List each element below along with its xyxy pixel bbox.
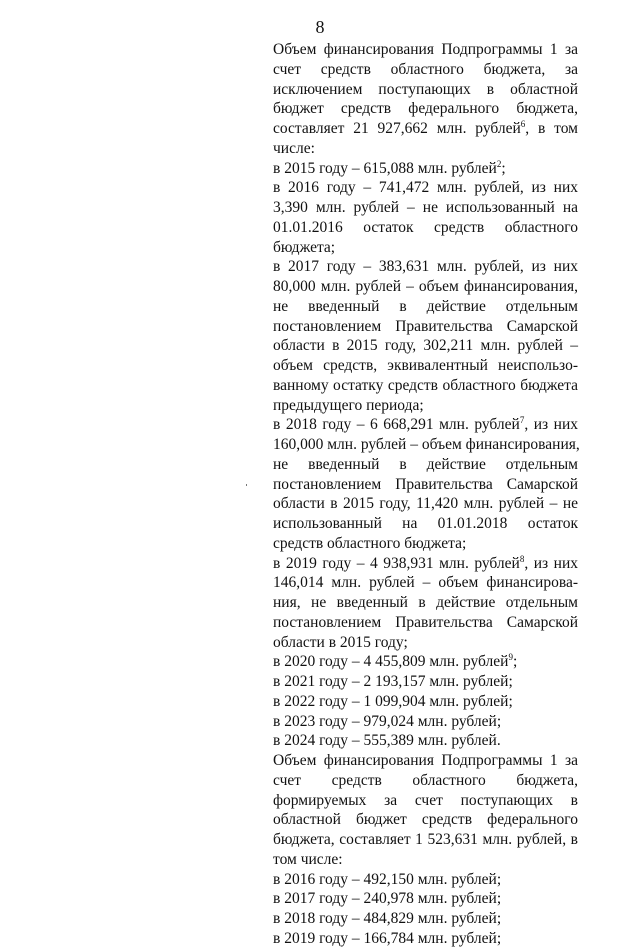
text-line: [273, 751, 578, 771]
line-text: 80,000 млн. рублей – объем финансирования,: [273, 278, 578, 295]
line-text: в 2024 году – 555,389 млн. рублей.: [273, 732, 501, 750]
line-text: в 2022 году – 1 099,904 млн. рублей;: [273, 692, 513, 710]
text-line: [273, 415, 578, 435]
text-line: [273, 514, 578, 534]
line-text-tail: , из них: [524, 554, 578, 572]
line-text: счет средств областного бюджета,: [273, 771, 578, 789]
line-text: областной бюджет средств федерального: [273, 811, 578, 829]
text-line: [273, 396, 578, 416]
text-line: [273, 277, 578, 297]
line-text: бюджет средств федерального бюджета,: [273, 100, 578, 118]
text-line: [273, 889, 578, 909]
line-text: том числе:: [273, 850, 343, 868]
line-text: ния, не введенный в действие отдельным: [273, 594, 578, 611]
line-text: бюджета, составляет 1 523,631 млн. рублей, в: [273, 831, 578, 848]
footnote-ref: 9: [508, 652, 513, 663]
line-text: составляет 21 927,662 млн. рублей: [273, 120, 521, 137]
text-line: [273, 336, 578, 356]
text-line: [273, 119, 578, 139]
text-line: [273, 771, 578, 791]
line-text: в 2018 году – 6 668,291 млн. рублей: [273, 416, 520, 434]
text-line: [273, 218, 578, 238]
line-text: в 2017 году – 240,978 млн. рублей;: [273, 890, 502, 908]
text-line: [273, 870, 578, 890]
text-line: [273, 593, 578, 613]
line-text-tail: ;: [501, 159, 506, 177]
text-line: [273, 317, 578, 337]
line-text: 146,014 млн. рублей – объем финансирова-: [273, 574, 578, 592]
text-line: [273, 198, 578, 218]
line-text: в 2015 году – 615,088 млн. рублей: [273, 159, 497, 177]
line-text: объем средств, эквивалентный неиспользо-: [273, 357, 578, 374]
line-text: счет средств областного бюджета, за: [273, 60, 578, 78]
text-line: [273, 60, 578, 80]
page-number: 8: [315, 17, 325, 37]
line-text: средств областного бюджета;: [273, 534, 467, 552]
line-text: в 2020 году – 4 455,809 млн. рублей: [273, 653, 509, 671]
line-text: Объем финансирования Подпрограммы 1 за: [273, 41, 578, 58]
text-line: [273, 238, 578, 258]
text-line: [273, 810, 578, 830]
text-line: [273, 573, 578, 593]
text-line: [273, 257, 578, 277]
footnote-ref: 7: [519, 415, 525, 426]
text-line: [273, 791, 578, 811]
line-text: постановлением Правительства Самарской: [273, 475, 578, 493]
line-text: бюджета;: [273, 238, 336, 256]
line-text: не введенный в действие отдельным: [273, 297, 578, 315]
text-line: [273, 633, 578, 653]
text-line: [273, 376, 578, 396]
footnote-ref: 8: [519, 553, 525, 564]
text-line: [273, 80, 578, 100]
text-line: [273, 494, 578, 514]
text-line: [273, 356, 578, 376]
text-line: [273, 731, 578, 751]
line-text: использованный на 01.01.2018 остаток: [273, 515, 578, 532]
line-text-tail: ;: [512, 653, 518, 671]
line-text: предыдущего периода;: [273, 396, 424, 414]
text-line: [273, 850, 578, 870]
line-text: не введенный в действие отдельным: [273, 455, 578, 473]
line-text: в 2023 году – 979,024 млн. рублей;: [273, 712, 502, 730]
line-text: ванному остатку средств областного бюджета: [273, 376, 578, 394]
text-line: [273, 534, 578, 554]
text-line: [273, 475, 578, 495]
line-text: постановлением Правительства Самарской: [273, 613, 578, 631]
line-text: 160,000 млн. рублей – объем финансирования,: [273, 436, 580, 453]
line-text: области в 2015 году, 11,420 млн. рублей – не: [273, 495, 578, 513]
line-text-tail: , из них: [524, 416, 578, 434]
line-text: области в 2015 году, 302,211 млн. рублей –: [273, 337, 578, 355]
line-text: в 2021 году – 2 193,157 млн. рублей;: [273, 673, 513, 690]
text-line: [273, 40, 578, 60]
line-text: формируемых за счет поступающих в: [273, 791, 578, 809]
text-line: [273, 435, 578, 455]
text-line: [273, 99, 578, 119]
line-text: области в 2015 году;: [273, 633, 408, 651]
line-text: в 2019 году – 166,784 млн. рублей;: [273, 929, 502, 947]
line-text: 01.01.2016 остаток средств областного: [273, 218, 578, 236]
line-text: в 2017 году – 383,631 млн. рублей, из них: [273, 258, 578, 276]
line-text: числе:: [273, 139, 315, 157]
text-line: [273, 830, 578, 850]
text-line: [273, 613, 578, 633]
text-line: [273, 929, 578, 949]
line-text: в 2016 году – 492,150 млн. рублей;: [273, 870, 502, 888]
text-line: [273, 554, 578, 574]
line-text-tail: , в том: [525, 120, 578, 137]
text-line: [273, 178, 578, 198]
line-text: Объем финансирования Подпрограммы 1 за: [273, 752, 578, 769]
line-text: в 2016 году – 741,472 млн. рублей, из них: [273, 179, 578, 197]
line-text: исключением поступающих в областной: [273, 80, 578, 98]
text-line: [273, 692, 578, 712]
line-text: постановлением Правительства Самарской: [273, 317, 578, 335]
text-line: [273, 159, 578, 179]
line-text: 3,390 млн. рублей – не использованный на: [273, 199, 578, 216]
text-line: [273, 297, 578, 317]
text-line: [273, 712, 578, 732]
footnote-ref: 2: [496, 158, 502, 169]
text-line: [273, 672, 578, 692]
scan-speck: [246, 484, 247, 486]
line-text: в 2018 году – 484,829 млн. рублей;: [273, 910, 502, 927]
text-line: [273, 909, 578, 929]
text-line: [273, 455, 578, 475]
footnote-ref: 6: [520, 118, 526, 129]
text-line: [273, 139, 578, 159]
line-text: в 2019 году – 4 938,931 млн. рублей: [273, 554, 520, 572]
text-line: [273, 652, 578, 672]
document-text-block: [273, 40, 578, 949]
